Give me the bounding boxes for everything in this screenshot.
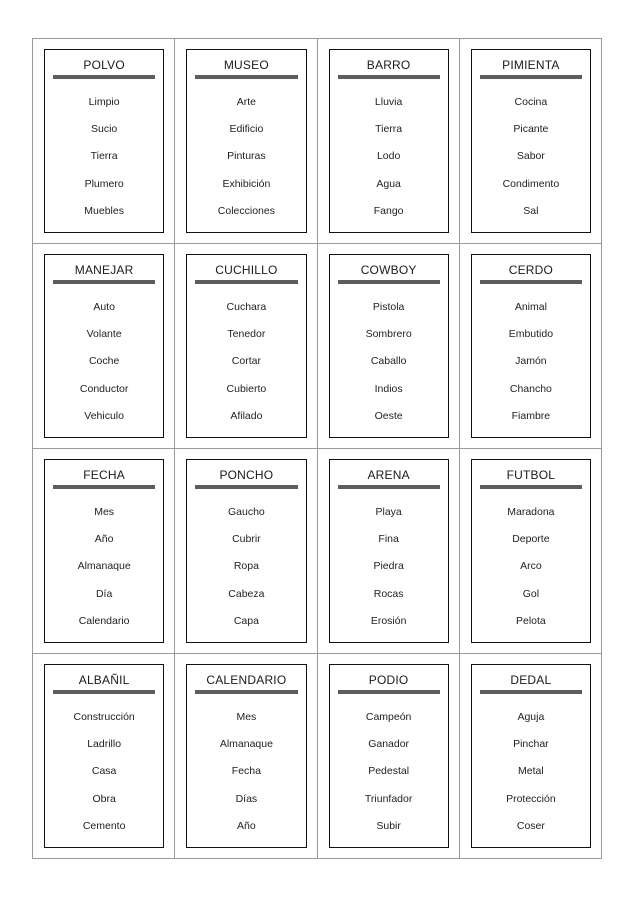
taboo-card: [471, 254, 591, 438]
title-divider: [53, 690, 155, 694]
card-title: FUTBOL: [506, 468, 556, 482]
forbidden-word: Protección: [506, 792, 556, 805]
card-cell: [460, 39, 602, 244]
forbidden-word: Volante: [86, 328, 122, 341]
forbidden-word: Gol: [522, 587, 540, 600]
forbidden-word: Sucio: [90, 123, 118, 136]
forbidden-word-list: [45, 89, 163, 225]
taboo-card: [44, 664, 164, 848]
card-cell: [318, 654, 460, 859]
title-divider: [195, 75, 297, 79]
card-cell: [318, 244, 460, 449]
card-title: PODIO: [368, 673, 409, 687]
forbidden-word: Días: [235, 792, 258, 805]
taboo-card: [471, 664, 591, 848]
forbidden-word: Sabor: [516, 150, 545, 163]
forbidden-word: Sombrero: [365, 328, 412, 341]
title-divider: [195, 690, 297, 694]
forbidden-word: Casa: [91, 765, 117, 778]
forbidden-word-list: [330, 704, 448, 840]
title-divider: [480, 280, 582, 284]
forbidden-word: Obra: [92, 792, 116, 805]
title-divider: [195, 485, 297, 489]
forbidden-word: Tenedor: [227, 328, 266, 341]
card-title: PONCHO: [219, 468, 274, 482]
forbidden-word: Conductor: [79, 382, 129, 395]
forbidden-word: Colecciones: [217, 204, 275, 217]
forbidden-word: Oeste: [374, 409, 403, 422]
card-cell: [460, 244, 602, 449]
forbidden-word-list: [472, 704, 590, 840]
forbidden-word-list: [330, 294, 448, 430]
taboo-card: [329, 254, 449, 438]
card-cell: [33, 654, 175, 859]
card-title: BARRO: [366, 58, 411, 72]
forbidden-word: Subir: [376, 819, 401, 832]
forbidden-word: Piedra: [373, 560, 404, 573]
forbidden-word: Arco: [520, 560, 542, 573]
title-divider: [480, 75, 582, 79]
taboo-card: [329, 664, 449, 848]
card-title: CALENDARIO: [206, 673, 287, 687]
forbidden-word: Chancho: [509, 382, 552, 395]
forbidden-word: Deporte: [512, 533, 550, 546]
forbidden-word: Pinturas: [227, 150, 266, 163]
forbidden-word: Arte: [236, 96, 256, 108]
forbidden-word: Animal: [514, 301, 547, 313]
forbidden-word: Coche: [88, 355, 120, 368]
forbidden-word: Pelota: [515, 614, 546, 627]
forbidden-word: Cuchara: [226, 301, 267, 313]
forbidden-word: Mes: [236, 711, 257, 723]
title-divider: [480, 690, 582, 694]
card-cell: [175, 449, 317, 654]
forbidden-word: Metal: [518, 765, 544, 778]
forbidden-word: Pinchar: [513, 738, 549, 751]
forbidden-word: Vehiculo: [84, 409, 124, 422]
forbidden-word: Tierra: [90, 150, 118, 163]
taboo-card: [471, 459, 591, 643]
forbidden-word-list: [472, 499, 590, 635]
forbidden-word: Cabeza: [228, 587, 265, 600]
card-cell: [175, 244, 317, 449]
card-title: CERDO: [508, 263, 554, 277]
taboo-card: [44, 49, 164, 233]
forbidden-word: Capa: [233, 614, 259, 627]
forbidden-word: Tierra: [375, 123, 403, 136]
forbidden-word: Auto: [93, 301, 115, 313]
forbidden-word: Año: [94, 533, 114, 546]
title-divider: [338, 485, 440, 489]
forbidden-word-list: [187, 704, 305, 840]
card-title: ALBAÑIL: [78, 673, 130, 687]
forbidden-word: Pistola: [372, 301, 405, 313]
title-divider: [53, 280, 155, 284]
card-title: COWBOY: [360, 263, 417, 277]
forbidden-word-list: [472, 89, 590, 225]
card-title: FECHA: [83, 468, 125, 482]
forbidden-word: Aguja: [517, 711, 545, 723]
card-cell: [33, 449, 175, 654]
taboo-card: [329, 49, 449, 233]
taboo-card: [329, 459, 449, 643]
forbidden-word: Playa: [375, 506, 402, 518]
forbidden-word: Ropa: [233, 560, 259, 573]
forbidden-word: Embutido: [508, 328, 554, 341]
forbidden-word: Calendario: [78, 614, 130, 627]
forbidden-word: Fango: [373, 204, 404, 217]
forbidden-word: Fina: [378, 533, 399, 546]
forbidden-word: Fecha: [231, 765, 261, 778]
forbidden-word: Limpio: [88, 96, 120, 108]
forbidden-word: Cubierto: [226, 382, 267, 395]
forbidden-word: Condimento: [502, 177, 560, 190]
forbidden-word: Edificio: [229, 123, 264, 136]
card-cell: [318, 449, 460, 654]
card-title: DEDAL: [510, 673, 552, 687]
card-cell: [460, 449, 602, 654]
forbidden-word: Ganador: [368, 738, 410, 751]
taboo-card: [186, 254, 306, 438]
forbidden-word: Indios: [374, 382, 403, 395]
taboo-card: [186, 459, 306, 643]
card-cell: [175, 654, 317, 859]
forbidden-word: Afilado: [230, 409, 263, 422]
taboo-card: [44, 459, 164, 643]
forbidden-word: Cocina: [514, 96, 548, 108]
forbidden-word: Campeón: [365, 711, 412, 723]
title-divider: [338, 75, 440, 79]
title-divider: [53, 485, 155, 489]
forbidden-word: Coser: [516, 819, 545, 832]
forbidden-word: Día: [95, 587, 113, 600]
forbidden-word: Cemento: [82, 819, 126, 832]
forbidden-word: Agua: [376, 177, 401, 190]
forbidden-word: Cortar: [231, 355, 261, 368]
forbidden-word: Ladrillo: [87, 738, 122, 751]
title-divider: [338, 280, 440, 284]
forbidden-word: Gaucho: [227, 506, 265, 518]
taboo-card: [186, 49, 306, 233]
card-sheet: [32, 38, 602, 859]
forbidden-word: Fiambre: [511, 409, 551, 422]
card-title: MANEJAR: [74, 263, 134, 277]
forbidden-word: Construcción: [73, 711, 135, 723]
forbidden-word-list: [472, 294, 590, 430]
forbidden-word: Mes: [94, 506, 115, 518]
forbidden-word: Almanaque: [77, 560, 131, 573]
forbidden-word: Maradona: [507, 506, 555, 518]
title-divider: [195, 280, 297, 284]
forbidden-word-list: [45, 704, 163, 840]
title-divider: [338, 690, 440, 694]
forbidden-word-list: [330, 89, 448, 225]
forbidden-word: Muebles: [84, 204, 124, 217]
card-cell: [318, 39, 460, 244]
forbidden-word: Año: [237, 819, 256, 832]
forbidden-word: Lluvia: [374, 96, 403, 108]
forbidden-word: Caballo: [370, 355, 407, 368]
title-divider: [480, 485, 582, 489]
card-title: PIMIENTA: [502, 58, 560, 72]
forbidden-word: Lodo: [376, 150, 401, 163]
forbidden-word-list: [187, 89, 305, 225]
forbidden-word-list: [330, 499, 448, 635]
card-title: MUSEO: [223, 58, 269, 72]
taboo-card: [44, 254, 164, 438]
title-divider: [53, 75, 155, 79]
card-title: ARENA: [367, 468, 410, 482]
forbidden-word: Almanaque: [219, 738, 273, 751]
forbidden-word-list: [45, 499, 163, 635]
forbidden-word: Exhibición: [222, 177, 271, 190]
forbidden-word: Erosión: [370, 614, 407, 627]
forbidden-word: Rocas: [373, 587, 404, 600]
forbidden-word: Jamón: [515, 355, 547, 368]
forbidden-word: Cubrir: [232, 533, 261, 546]
card-cell: [33, 244, 175, 449]
taboo-card: [186, 664, 306, 848]
card-cell: [460, 654, 602, 859]
forbidden-word: Triunfador: [364, 792, 413, 805]
card-cell: [175, 39, 317, 244]
forbidden-word-list: [187, 499, 305, 635]
taboo-card: [471, 49, 591, 233]
forbidden-word-list: [45, 294, 163, 430]
card-title: CUCHILLO: [215, 263, 278, 277]
card-cell: [33, 39, 175, 244]
card-title: POLVO: [83, 58, 125, 72]
forbidden-word: Sal: [523, 204, 539, 217]
forbidden-word: Picante: [513, 123, 549, 136]
forbidden-word: Plumero: [84, 177, 124, 190]
forbidden-word-list: [187, 294, 305, 430]
forbidden-word: Pedestal: [368, 765, 410, 778]
